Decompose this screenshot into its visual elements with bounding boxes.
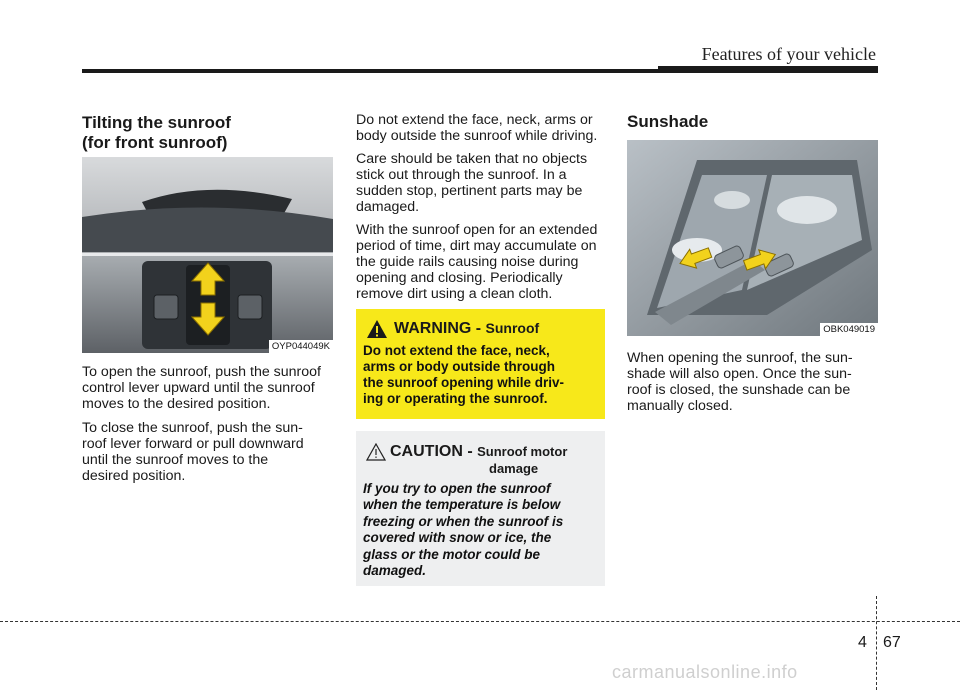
section-title: Features of your vehicle: [701, 44, 876, 64]
caution-box: [356, 431, 605, 586]
caution-subtitle-line-2: damage: [489, 461, 539, 476]
paragraph-close-instructions: To close the sunroof, push the sun- roof lever forward or pull downward until the sunroof moves to the desired position.: [82, 420, 304, 484]
warning-text: Do not extend the face, neck, arms or body outside through the sunroof opening while driv- ing or operating the sunroof.: [363, 343, 564, 406]
figure-sunroof-console: [82, 157, 333, 353]
figure-code: OYP044049K: [269, 340, 333, 353]
caution-text: If you try to open the sunroof when the temperature is below freezing or when the sunroof is covered with snow or ice, the glass or the motor could be damaged.: [363, 481, 564, 579]
warning-triangle-icon: [366, 319, 388, 339]
paragraph-dirt-accumulation: With the sunroof open for an extended period of time, dirt may accumulate on the guide rails causing noise during opening and closing. Periodically remove dirt using a clean cloth.: [356, 222, 598, 302]
figure-code: OBK049019: [820, 323, 878, 336]
heading-line-2: (for front sunroof): [82, 133, 228, 152]
footer-rule: [0, 621, 960, 622]
chapter-number: 4: [858, 634, 867, 651]
heading-line-1: Tilting the sunroof: [82, 113, 231, 132]
warning-title: WARNING - Sunroof: [394, 320, 540, 337]
page-number: 67: [883, 634, 901, 651]
paragraph-do-not-extend: Do not extend the face, neck, arms or body outside the sunroof while driving.: [356, 112, 598, 144]
paragraph-objects-caution: Care should be taken that no objects stick out through the sunroof. In a sudden stop, pertinent parts may be damaged.: [356, 151, 588, 215]
sunshade-illustration: [627, 140, 878, 336]
caution-title: CAUTION - Sunroof motor: [390, 443, 568, 460]
paragraph-sunshade: When opening the sunroof, the sun- shade will also open. Once the sun- roof is closed, the sunshade can be manually closed.: [627, 350, 853, 414]
warning-box: [356, 309, 605, 419]
console-illustration: [82, 157, 333, 353]
caution-triangle-icon: [366, 443, 386, 461]
page-number-separator: [876, 596, 877, 690]
heading-sunshade: Sunshade: [627, 112, 709, 131]
figure-sunshade: [627, 140, 878, 336]
header-rule-accent: [658, 66, 878, 73]
watermark: carmanualsonline.info: [612, 662, 798, 682]
paragraph-open-instructions: To open the sunroof, push the sunroof control lever upward until the sunroof moves to the desired position.: [82, 364, 321, 412]
heading-tilting-sunroof: [82, 113, 231, 153]
